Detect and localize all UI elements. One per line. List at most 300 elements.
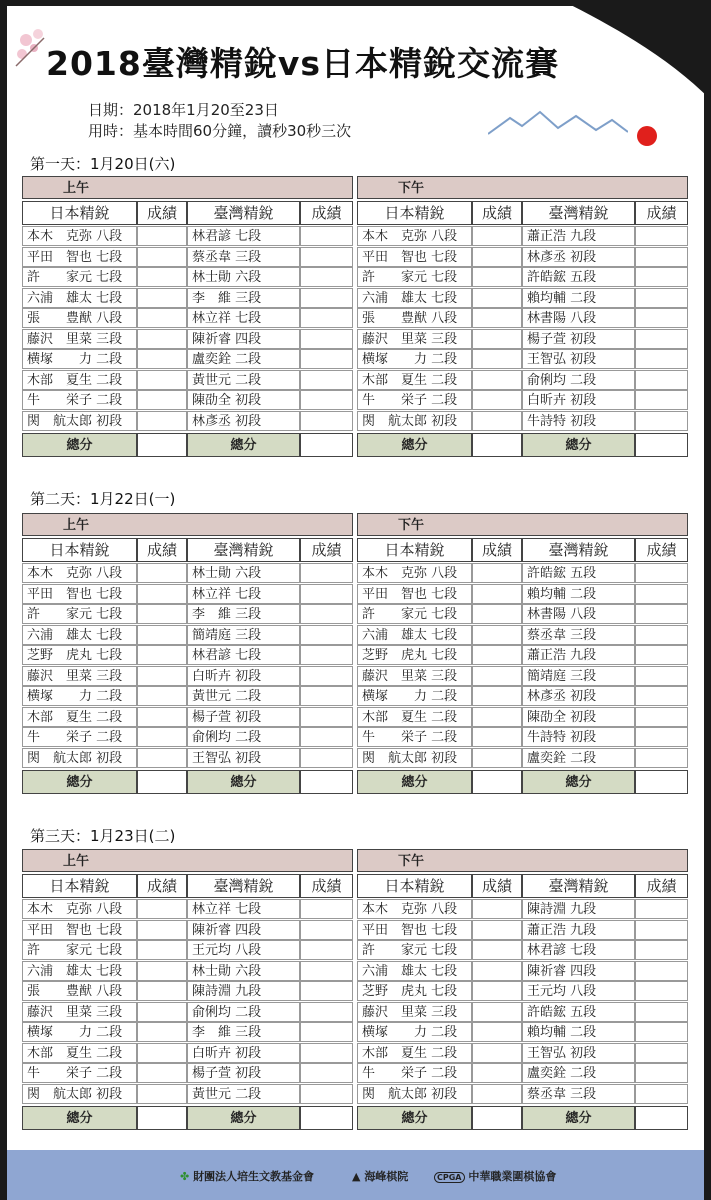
japan-player: 牛 栄子 二段 — [357, 1063, 472, 1083]
score-cell[interactable] — [635, 727, 688, 747]
japan-player: 木部 夏生 二段 — [22, 370, 137, 390]
taiwan-player: 林彥丞 初段 — [187, 411, 300, 431]
taiwan-player: 盧奕銓 二段 — [522, 748, 635, 768]
column-header-japan: 日本精銳 — [22, 201, 137, 225]
session-header-pm: 下午 — [357, 513, 688, 536]
score-cell[interactable] — [472, 748, 522, 768]
japan-player: 芝野 虎丸 七段 — [357, 981, 472, 1001]
japan-player: 平田 智也 七段 — [22, 920, 137, 940]
score-cell[interactable] — [300, 707, 353, 727]
score-cell[interactable] — [635, 981, 688, 1001]
score-cell[interactable] — [137, 267, 187, 287]
score-cell[interactable] — [635, 899, 688, 919]
taiwan-player: 黃世元 二段 — [187, 686, 300, 706]
score-cell[interactable] — [472, 247, 522, 267]
japan-player: 藤沢 里菜 三段 — [22, 666, 137, 686]
total-label: 總分 — [522, 433, 635, 457]
japan-player: 横塚 力 二段 — [22, 349, 137, 369]
taiwan-player: 許皓鋐 五段 — [522, 1002, 635, 1022]
japan-player: 本木 克弥 八段 — [22, 563, 137, 583]
taiwan-player: 白昕卉 初段 — [187, 1043, 300, 1063]
score-cell[interactable] — [635, 349, 688, 369]
score-cell[interactable] — [300, 748, 353, 768]
taiwan-player: 林立祥 七段 — [187, 899, 300, 919]
score-cell[interactable] — [635, 1043, 688, 1063]
score-cell[interactable] — [635, 226, 688, 246]
score-cell[interactable] — [137, 563, 187, 583]
total-score-cell[interactable] — [472, 433, 522, 457]
score-cell[interactable] — [300, 604, 353, 624]
taiwan-player: 林立祥 七段 — [187, 584, 300, 604]
japan-player: 許 家元 七段 — [22, 940, 137, 960]
score-cell[interactable] — [300, 961, 353, 981]
column-header-score: 成績 — [300, 874, 353, 898]
total-score-cell[interactable] — [635, 433, 688, 457]
score-cell[interactable] — [300, 1022, 353, 1042]
japan-player: 本木 克弥 八段 — [357, 899, 472, 919]
score-cell[interactable] — [300, 899, 353, 919]
cpga-logo-icon: CPGA — [434, 1172, 465, 1183]
japan-player: 六浦 雄太 七段 — [22, 288, 137, 308]
score-cell[interactable] — [472, 961, 522, 981]
org-haifeng-name: 海峰棋院 — [364, 1170, 409, 1183]
score-cell[interactable] — [300, 288, 353, 308]
score-cell[interactable] — [137, 349, 187, 369]
taiwan-player: 楊子萱 初段 — [187, 1063, 300, 1083]
taiwan-player: 俞俐均 二段 — [522, 370, 635, 390]
score-cell[interactable] — [635, 267, 688, 287]
score-cell[interactable] — [635, 645, 688, 665]
score-cell[interactable] — [137, 727, 187, 747]
column-header-score: 成績 — [635, 201, 688, 225]
score-cell[interactable] — [137, 1043, 187, 1063]
japan-player: 関 航太郎 初段 — [357, 1084, 472, 1104]
score-cell[interactable] — [635, 604, 688, 624]
clover-icon: ✤ — [180, 1170, 190, 1183]
japan-player: 関 航太郎 初段 — [357, 748, 472, 768]
japan-player: 木部 夏生 二段 — [22, 707, 137, 727]
column-header-taiwan: 臺灣精銳 — [522, 538, 635, 562]
japan-player: 木部 夏生 二段 — [357, 707, 472, 727]
total-score-cell[interactable] — [137, 770, 187, 794]
frame-left — [0, 0, 7, 1200]
score-cell[interactable] — [472, 308, 522, 328]
score-cell[interactable] — [300, 920, 353, 940]
taiwan-player: 賴均輔 二段 — [522, 1022, 635, 1042]
japan-player: 横塚 力 二段 — [22, 686, 137, 706]
score-cell[interactable] — [472, 329, 522, 349]
column-header-taiwan: 臺灣精銳 — [522, 874, 635, 898]
japan-player: 関 航太郎 初段 — [357, 411, 472, 431]
taiwan-player: 林君諺 七段 — [187, 226, 300, 246]
taiwan-player: 蔡丞韋 三段 — [522, 625, 635, 645]
score-cell[interactable] — [137, 1022, 187, 1042]
score-cell[interactable] — [300, 308, 353, 328]
column-header-score: 成績 — [472, 874, 522, 898]
score-cell[interactable] — [300, 584, 353, 604]
score-cell[interactable] — [300, 370, 353, 390]
total-label: 總分 — [357, 1106, 472, 1130]
score-cell[interactable] — [300, 267, 353, 287]
score-cell[interactable] — [635, 329, 688, 349]
taiwan-player: 林君諺 七段 — [522, 940, 635, 960]
japan-player: 平田 智也 七段 — [22, 584, 137, 604]
japan-player: 関 航太郎 初段 — [22, 1084, 137, 1104]
score-cell[interactable] — [472, 584, 522, 604]
session-header-pm: 下午 — [357, 849, 688, 872]
japan-player: 張 豊猷 八段 — [22, 981, 137, 1001]
column-header-score: 成績 — [635, 874, 688, 898]
taiwan-player: 林君諺 七段 — [187, 645, 300, 665]
score-cell[interactable] — [300, 226, 353, 246]
column-header-japan: 日本精銳 — [357, 201, 472, 225]
taiwan-player: 俞俐均 二段 — [187, 727, 300, 747]
taiwan-player: 賴均輔 二段 — [522, 288, 635, 308]
score-cell[interactable] — [472, 1022, 522, 1042]
score-cell[interactable] — [635, 1002, 688, 1022]
score-cell[interactable] — [472, 604, 522, 624]
taiwan-player: 楊子萱 初段 — [522, 329, 635, 349]
org-peisheng-name: 財團法人培生文教基金會 — [193, 1170, 315, 1183]
score-cell[interactable] — [635, 1084, 688, 1104]
taiwan-player: 王智弘 初段 — [187, 748, 300, 768]
japan-player: 平田 智也 七段 — [22, 247, 137, 267]
total-score-cell[interactable] — [137, 433, 187, 457]
column-header-japan: 日本精銳 — [357, 538, 472, 562]
japan-player: 許 家元 七段 — [22, 604, 137, 624]
score-cell[interactable] — [300, 981, 353, 1001]
score-cell[interactable] — [635, 563, 688, 583]
score-cell[interactable] — [137, 329, 187, 349]
score-cell[interactable] — [300, 686, 353, 706]
score-cell[interactable] — [472, 563, 522, 583]
taiwan-player: 楊子萱 初段 — [187, 707, 300, 727]
score-cell[interactable] — [635, 370, 688, 390]
taiwan-player: 許皓鋐 五段 — [522, 267, 635, 287]
japan-player: 張 豊猷 八段 — [22, 308, 137, 328]
taiwan-player: 蔡丞韋 三段 — [522, 1084, 635, 1104]
taiwan-player: 林彥丞 初段 — [522, 686, 635, 706]
score-cell[interactable] — [137, 686, 187, 706]
japan-player: 木部 夏生 二段 — [357, 1043, 472, 1063]
score-cell[interactable] — [137, 288, 187, 308]
japan-player: 六浦 雄太 七段 — [357, 961, 472, 981]
score-cell[interactable] — [300, 247, 353, 267]
score-cell[interactable] — [137, 899, 187, 919]
score-cell[interactable] — [137, 625, 187, 645]
japan-player: 六浦 雄太 七段 — [357, 288, 472, 308]
score-cell[interactable] — [635, 707, 688, 727]
score-cell[interactable] — [137, 645, 187, 665]
score-cell[interactable] — [300, 349, 353, 369]
score-cell[interactable] — [137, 308, 187, 328]
taiwan-player: 陳詩淵 九段 — [187, 981, 300, 1001]
japan-player: 牛 栄子 二段 — [357, 390, 472, 410]
total-label: 總分 — [357, 433, 472, 457]
taiwan-player: 王元均 八段 — [522, 981, 635, 1001]
taiwan-player: 蕭正浩 九段 — [522, 920, 635, 940]
japan-player: 本木 克弥 八段 — [357, 563, 472, 583]
taiwan-player: 林書陽 八段 — [522, 604, 635, 624]
score-cell[interactable] — [635, 666, 688, 686]
japan-player: 許 家元 七段 — [22, 267, 137, 287]
japan-player: 横塚 力 二段 — [22, 1022, 137, 1042]
total-label: 總分 — [187, 433, 300, 457]
japan-player: 芝野 虎丸 七段 — [22, 645, 137, 665]
score-cell[interactable] — [300, 329, 353, 349]
score-cell[interactable] — [635, 940, 688, 960]
score-cell[interactable] — [635, 411, 688, 431]
taiwan-player: 賴均輔 二段 — [522, 584, 635, 604]
score-cell[interactable] — [635, 920, 688, 940]
column-header-japan: 日本精銳 — [357, 874, 472, 898]
day-label: 第二天：1月22日(一) — [30, 490, 176, 508]
time-info: 用時：基本時間60分鐘，讀秒30秒三次 — [88, 122, 352, 140]
column-header-score: 成績 — [472, 538, 522, 562]
score-cell[interactable] — [472, 707, 522, 727]
taiwan-player: 牛詩特 初段 — [522, 411, 635, 431]
total-score-cell[interactable] — [300, 433, 353, 457]
score-cell[interactable] — [300, 1043, 353, 1063]
taiwan-player: 蔡丞韋 三段 — [187, 247, 300, 267]
japan-player: 藤沢 里菜 三段 — [357, 329, 472, 349]
total-label: 總分 — [522, 1106, 635, 1130]
taiwan-player: 盧奕銓 二段 — [187, 349, 300, 369]
sun-icon — [637, 126, 657, 146]
japan-player: 藤沢 里菜 三段 — [357, 666, 472, 686]
score-cell[interactable] — [137, 748, 187, 768]
japan-player: 許 家元 七段 — [357, 940, 472, 960]
score-cell[interactable] — [635, 625, 688, 645]
score-cell[interactable] — [472, 1063, 522, 1083]
day-table — [22, 176, 688, 463]
taiwan-player: 簡靖庭 三段 — [522, 666, 635, 686]
score-cell[interactable] — [472, 645, 522, 665]
column-header-taiwan: 臺灣精銳 — [187, 874, 300, 898]
session-header-am: 上午 — [22, 849, 353, 872]
taiwan-player: 黃世元 二段 — [187, 370, 300, 390]
score-cell[interactable] — [137, 604, 187, 624]
column-header-score: 成績 — [137, 201, 187, 225]
score-cell[interactable] — [472, 267, 522, 287]
total-score-cell[interactable] — [300, 1106, 353, 1130]
org-haifeng — [352, 1168, 408, 1184]
score-cell[interactable] — [472, 1043, 522, 1063]
column-header-japan: 日本精銳 — [22, 874, 137, 898]
score-cell[interactable] — [300, 727, 353, 747]
column-header-taiwan: 臺灣精銳 — [187, 538, 300, 562]
taiwan-player: 林士勛 六段 — [187, 563, 300, 583]
day-table — [22, 849, 688, 1136]
session-header-am: 上午 — [22, 176, 353, 199]
score-cell[interactable] — [472, 1084, 522, 1104]
taiwan-player: 蕭正浩 九段 — [522, 645, 635, 665]
score-cell[interactable] — [472, 288, 522, 308]
score-cell[interactable] — [635, 1022, 688, 1042]
score-cell[interactable] — [472, 686, 522, 706]
japan-player: 芝野 虎丸 七段 — [357, 645, 472, 665]
column-header-score: 成績 — [472, 201, 522, 225]
score-cell[interactable] — [472, 981, 522, 1001]
japan-player: 許 家元 七段 — [357, 267, 472, 287]
taiwan-player: 陳祈睿 四段 — [522, 961, 635, 981]
taiwan-player: 俞俐均 二段 — [187, 1002, 300, 1022]
taiwan-player: 林彥丞 初段 — [522, 247, 635, 267]
score-cell[interactable] — [635, 961, 688, 981]
taiwan-player: 陳詩淵 九段 — [522, 899, 635, 919]
japan-player: 横塚 力 二段 — [357, 1022, 472, 1042]
taiwan-player: 林士勛 六段 — [187, 961, 300, 981]
japan-player: 牛 栄子 二段 — [357, 727, 472, 747]
mountains-icon — [488, 108, 628, 138]
total-score-cell[interactable] — [472, 770, 522, 794]
taiwan-player: 王智弘 初段 — [522, 1043, 635, 1063]
taiwan-player: 白昕卉 初段 — [187, 666, 300, 686]
japan-player: 牛 栄子 二段 — [22, 390, 137, 410]
japan-player: 関 航太郎 初段 — [22, 748, 137, 768]
total-score-cell[interactable] — [137, 1106, 187, 1130]
session-header-pm: 下午 — [357, 176, 688, 199]
frame-right — [704, 0, 711, 1200]
page-title: 2018臺灣精銳vs日本精銳交流賽 — [46, 44, 559, 83]
mountain-logo-icon: ▲ — [352, 1170, 361, 1183]
day-label: 第三天：1月23日(二) — [30, 827, 176, 845]
org-peisheng — [180, 1168, 314, 1184]
total-label: 總分 — [357, 770, 472, 794]
score-cell[interactable] — [472, 349, 522, 369]
japan-player: 本木 克弥 八段 — [22, 226, 137, 246]
score-cell[interactable] — [137, 390, 187, 410]
score-cell[interactable] — [472, 666, 522, 686]
score-cell[interactable] — [472, 899, 522, 919]
score-cell[interactable] — [137, 370, 187, 390]
japan-player: 六浦 雄太 七段 — [22, 625, 137, 645]
score-cell[interactable] — [472, 625, 522, 645]
total-label: 總分 — [187, 1106, 300, 1130]
japan-player: 横塚 力 二段 — [357, 349, 472, 369]
taiwan-player: 黃世元 二段 — [187, 1084, 300, 1104]
column-header-score: 成績 — [635, 538, 688, 562]
score-cell[interactable] — [137, 1063, 187, 1083]
taiwan-player: 陳祈睿 四段 — [187, 920, 300, 940]
japan-player: 牛 栄子 二段 — [22, 1063, 137, 1083]
japan-player: 藤沢 里菜 三段 — [22, 329, 137, 349]
score-cell[interactable] — [300, 563, 353, 583]
score-cell[interactable] — [137, 1084, 187, 1104]
taiwan-player: 陳劭全 初段 — [522, 707, 635, 727]
score-cell[interactable] — [137, 666, 187, 686]
taiwan-player: 王元均 八段 — [187, 940, 300, 960]
score-cell[interactable] — [635, 686, 688, 706]
taiwan-player: 牛詩特 初段 — [522, 727, 635, 747]
score-cell[interactable] — [300, 645, 353, 665]
column-header-score: 成績 — [300, 201, 353, 225]
taiwan-player: 林立祥 七段 — [187, 308, 300, 328]
column-header-taiwan: 臺灣精銳 — [187, 201, 300, 225]
score-cell[interactable] — [472, 727, 522, 747]
total-label: 總分 — [22, 770, 137, 794]
column-header-score: 成績 — [300, 538, 353, 562]
japan-player: 藤沢 里菜 三段 — [357, 1002, 472, 1022]
score-cell[interactable] — [137, 1002, 187, 1022]
japan-player: 張 豊猷 八段 — [357, 308, 472, 328]
score-cell[interactable] — [300, 1084, 353, 1104]
score-cell[interactable] — [300, 625, 353, 645]
score-cell[interactable] — [472, 920, 522, 940]
japan-player: 藤沢 里菜 三段 — [22, 1002, 137, 1022]
score-cell[interactable] — [635, 288, 688, 308]
taiwan-player: 李 維 三段 — [187, 604, 300, 624]
japan-player: 平田 智也 七段 — [357, 247, 472, 267]
taiwan-player: 白昕卉 初段 — [522, 390, 635, 410]
score-cell[interactable] — [137, 247, 187, 267]
taiwan-player: 李 維 三段 — [187, 288, 300, 308]
score-cell[interactable] — [472, 411, 522, 431]
score-cell[interactable] — [300, 411, 353, 431]
score-cell[interactable] — [137, 981, 187, 1001]
score-cell[interactable] — [300, 666, 353, 686]
score-cell[interactable] — [472, 1002, 522, 1022]
score-cell[interactable] — [635, 247, 688, 267]
score-cell[interactable] — [137, 584, 187, 604]
score-cell[interactable] — [137, 707, 187, 727]
total-score-cell[interactable] — [635, 770, 688, 794]
score-cell[interactable] — [472, 370, 522, 390]
taiwan-player: 陳劭全 初段 — [187, 390, 300, 410]
score-cell[interactable] — [137, 940, 187, 960]
total-score-cell[interactable] — [472, 1106, 522, 1130]
day-label: 第一天：1月20日(六) — [30, 155, 176, 173]
japan-player: 平田 智也 七段 — [357, 920, 472, 940]
score-cell[interactable] — [137, 961, 187, 981]
score-cell[interactable] — [472, 390, 522, 410]
taiwan-player: 盧奕銓 二段 — [522, 1063, 635, 1083]
score-cell[interactable] — [137, 411, 187, 431]
total-score-cell[interactable] — [300, 770, 353, 794]
score-cell[interactable] — [635, 390, 688, 410]
taiwan-player: 許皓鋐 五段 — [522, 563, 635, 583]
taiwan-player: 林士勛 六段 — [187, 267, 300, 287]
japan-player: 許 家元 七段 — [357, 604, 472, 624]
japan-player: 牛 栄子 二段 — [22, 727, 137, 747]
taiwan-player: 簡靖庭 三段 — [187, 625, 300, 645]
score-cell[interactable] — [300, 390, 353, 410]
score-cell[interactable] — [635, 1063, 688, 1083]
score-cell[interactable] — [300, 1063, 353, 1083]
score-cell[interactable] — [300, 940, 353, 960]
score-cell[interactable] — [635, 748, 688, 768]
score-cell[interactable] — [472, 226, 522, 246]
score-cell[interactable] — [137, 920, 187, 940]
date-info: 日期：2018年1月20至23日 — [88, 101, 279, 119]
taiwan-player: 蕭正浩 九段 — [522, 226, 635, 246]
japan-player: 六浦 雄太 七段 — [22, 961, 137, 981]
score-cell[interactable] — [300, 1002, 353, 1022]
org-cpga — [434, 1168, 556, 1184]
day-table — [22, 513, 688, 800]
japan-player: 横塚 力 二段 — [357, 686, 472, 706]
score-cell[interactable] — [635, 584, 688, 604]
score-cell[interactable] — [137, 226, 187, 246]
score-cell[interactable] — [635, 308, 688, 328]
session-header-am: 上午 — [22, 513, 353, 536]
taiwan-player: 王智弘 初段 — [522, 349, 635, 369]
japan-player: 木部 夏生 二段 — [22, 1043, 137, 1063]
japan-player: 本木 克弥 八段 — [357, 226, 472, 246]
column-header-taiwan: 臺灣精銳 — [522, 201, 635, 225]
score-cell[interactable] — [472, 940, 522, 960]
total-score-cell[interactable] — [635, 1106, 688, 1130]
